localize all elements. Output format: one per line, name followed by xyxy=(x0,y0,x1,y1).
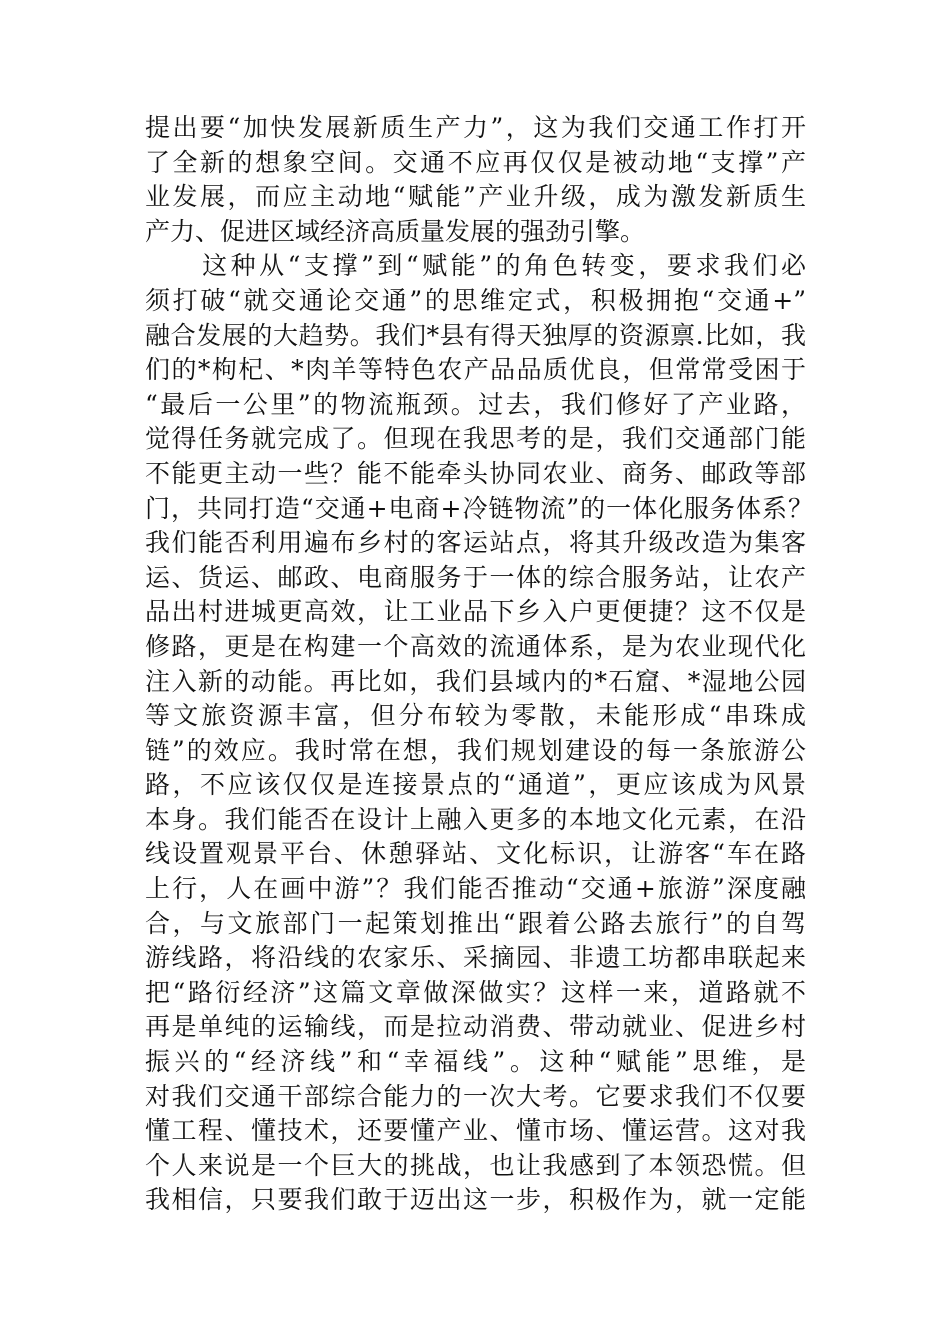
text-line: 修路，更是在构建一个高效的流通体系，是为农业现代化 xyxy=(145,631,806,661)
text-line: 产力、促进区域经济高质量发展的强劲引擎。 xyxy=(145,216,646,246)
text-line: 游线路，将沿线的农家乐、采摘园、非遗工坊都串联起来 xyxy=(145,943,806,973)
text-line: 须打破“就交通论交通”的思维定式，积极拥抱“交通+” xyxy=(145,285,806,315)
text-line: 这种从“支撑”到“赋能”的角色转变，要求我们必 xyxy=(145,251,806,281)
text-line: 把“路衍经济”这篇文章做深做实？这样一来，道路就不 xyxy=(145,977,806,1007)
text-line: 振兴的“经济线”和“幸福线”。这种“赋能”思维，是 xyxy=(145,1047,806,1077)
text-line: 我相信，只要我们敢于迈出这一步，积极作为，就一定能 xyxy=(145,1185,806,1215)
text-line: 注入新的动能。再比如，我们县域内的*石窟、*湿地公园 xyxy=(145,666,806,696)
text-line: 不能更主动一些？能不能牵头协同农业、商务、邮政等部 xyxy=(145,458,806,488)
text-line: 线设置观景平台、休憩驿站、文化标识，让游客“车在路 xyxy=(145,839,806,869)
text-line: 等文旅资源丰富，但分布较为零散，未能形成“串珠成 xyxy=(145,701,806,731)
text-line: 们的*枸杞、*肉羊等特色农产品品质优良，但常常受困于 xyxy=(145,355,806,385)
text-line: 上行，人在画中游”？我们能否推动“交通+旅游”深度融 xyxy=(145,874,806,904)
text-line: 我们能否利用遍布乡村的客运站点，将其升级改造为集客 xyxy=(145,528,806,558)
text-line: 对我们交通干部综合能力的一次大考。它要求我们不仅要 xyxy=(145,1081,806,1111)
text-line: 懂工程、懂技术，还要懂产业、懂市场、懂运营。这对我 xyxy=(145,1116,806,1146)
document-body xyxy=(145,111,813,1218)
text-line: 链”的效应。我时常在想，我们规划建设的每一条旅游公 xyxy=(145,735,806,765)
text-line: 再是单纯的运输线，而是拉动消费、带动就业、促进乡村 xyxy=(145,1012,806,1042)
text-line: 觉得任务就完成了。但现在我思考的是，我们交通部门能 xyxy=(145,424,806,454)
text-line: 业发展，而应主动地“赋能”产业升级，成为激发新质生 xyxy=(145,182,806,212)
text-line: 提出要“加快发展新质生产力”，这为我们交通工作打开 xyxy=(145,113,806,142)
text-line: 品出村进城更高效，让工业品下乡入户更便捷？这不仅是 xyxy=(145,597,806,627)
text-line: 运、货运、邮政、电商服务于一体的综合服务站，让农产 xyxy=(145,562,806,592)
text-line: 融合发展的大趋势。我们*县有得天独厚的资源禀.比如，我 xyxy=(145,320,806,350)
text-line: 合，与文旅部门一起策划推出“跟着公路去旅行”的自驾 xyxy=(145,908,806,938)
text-line: 门，共同打造“交通+电商+冷链物流”的一体化服务体系？ xyxy=(145,493,813,523)
text-line: “最后一公里”的物流瓶颈。过去，我们修好了产业路， xyxy=(145,389,806,419)
text-line: 路，不应该仅仅是连接景点的“通道”，更应该成为风景 xyxy=(145,770,806,800)
text-line: 个人来说是一个巨大的挑战，也让我感到了本领恐慌。但 xyxy=(145,1150,806,1180)
text-line: 了全新的想象空间。交通不应再仅仅是被动地“支撑”产 xyxy=(145,147,806,177)
text-line: 本身。我们能否在设计上融入更多的本地文化元素，在沿 xyxy=(145,804,806,834)
